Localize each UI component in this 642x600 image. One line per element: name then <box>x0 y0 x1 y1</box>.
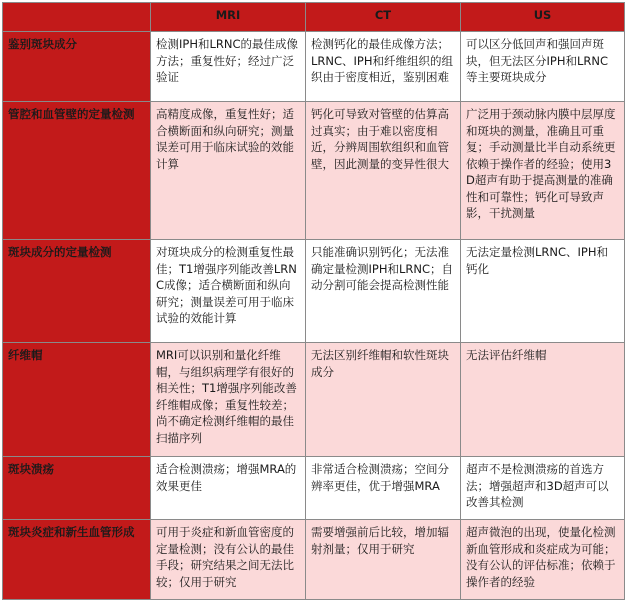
column-header-ct: CT <box>306 3 461 32</box>
row-label: 鉴别斑块成分 <box>3 32 151 102</box>
row-label: 斑块成分的定量检测 <box>3 240 151 343</box>
row-label: 纤维帽 <box>3 343 151 457</box>
ct-cell: 检测钙化的最佳成像方法；LRNC、IPH和纤维组织的组织由于密度相近，鉴别困难 <box>306 32 461 102</box>
ct-cell: 钙化可导致对管壁的估算高过真实；由于难以密度相近，分辨周围软组织和血管壁，因此测量的变异性很大 <box>306 102 461 240</box>
table-row <box>3 102 625 240</box>
table-row <box>3 343 625 457</box>
table-row <box>3 32 625 102</box>
comparison-table <box>2 2 625 600</box>
mri-cell: 可用于炎症和新血管密度的定量检测；没有公认的最佳手段；研究结果之间无法比较；仅用于研究 <box>151 520 306 600</box>
us-cell: 可以区分低回声和强回声斑块，但无法区分IPH和LRNC等主要斑块成分 <box>461 32 625 102</box>
header-row <box>3 3 625 32</box>
mri-cell: 对斑块成分的检测重复性最佳；T1增强序列能改善LRNC成像；适合横断面和纵向研究；测量误差可用于临床试验的效能计算 <box>151 240 306 343</box>
us-cell: 超声不是检测溃疡的首选方法；增强超声和3D超声可以改善其检测 <box>461 457 625 520</box>
ct-cell: 非常适合检测溃疡；空间分辨率更佳，优于增强MRA <box>306 457 461 520</box>
row-label: 斑块炎症和新生血管形成 <box>3 520 151 600</box>
mri-cell: 检测IPH和LRNC的最佳成像方法；重复性好；经过广泛验证 <box>151 32 306 102</box>
ct-cell: 只能准确识别钙化；无法准确定量检测IPH和LRNC；自动分割可能会提高检测性能 <box>306 240 461 343</box>
corner-cell <box>3 3 151 32</box>
column-header-us: US <box>461 3 625 32</box>
us-cell: 无法评估纤维帽 <box>461 343 625 457</box>
table-row <box>3 240 625 343</box>
mri-cell: 高精度成像，重复性好；适合横断面和纵向研究；测量误差可用于临床试验的效能计算 <box>151 102 306 240</box>
row-label: 斑块溃疡 <box>3 457 151 520</box>
us-cell: 广泛用于颈动脉内膜中层厚度和斑块的测量，准确且可重复；手动测量比半自动系统更依赖于操作者的经验；使用3D超声有助于提高测量的准确性和可靠性；钙化可导致声影，干扰测量 <box>461 102 625 240</box>
ct-cell: 无法区别纤维帽和软性斑块成分 <box>306 343 461 457</box>
column-header-mri: MRI <box>151 3 306 32</box>
table-row <box>3 520 625 600</box>
mri-cell: MRI可以识别和量化纤维帽，与组织病理学有很好的相关性；T1增强序列能改善纤维帽成像；重复性较差；尚不确定检测纤维帽的最佳扫描序列 <box>151 343 306 457</box>
ct-cell: 需要增强前后比较，增加辐射剂量；仅用于研究 <box>306 520 461 600</box>
table-row <box>3 457 625 520</box>
us-cell: 无法定量检测LRNC、IPH和钙化 <box>461 240 625 343</box>
row-label: 管腔和血管壁的定量检测 <box>3 102 151 240</box>
mri-cell: 适合检测溃疡；增强MRA的效果更佳 <box>151 457 306 520</box>
us-cell: 超声微泡的出现，使量化检测新血管形成和炎症成为可能；没有公认的评估标准；依赖于操作者的经验 <box>461 520 625 600</box>
